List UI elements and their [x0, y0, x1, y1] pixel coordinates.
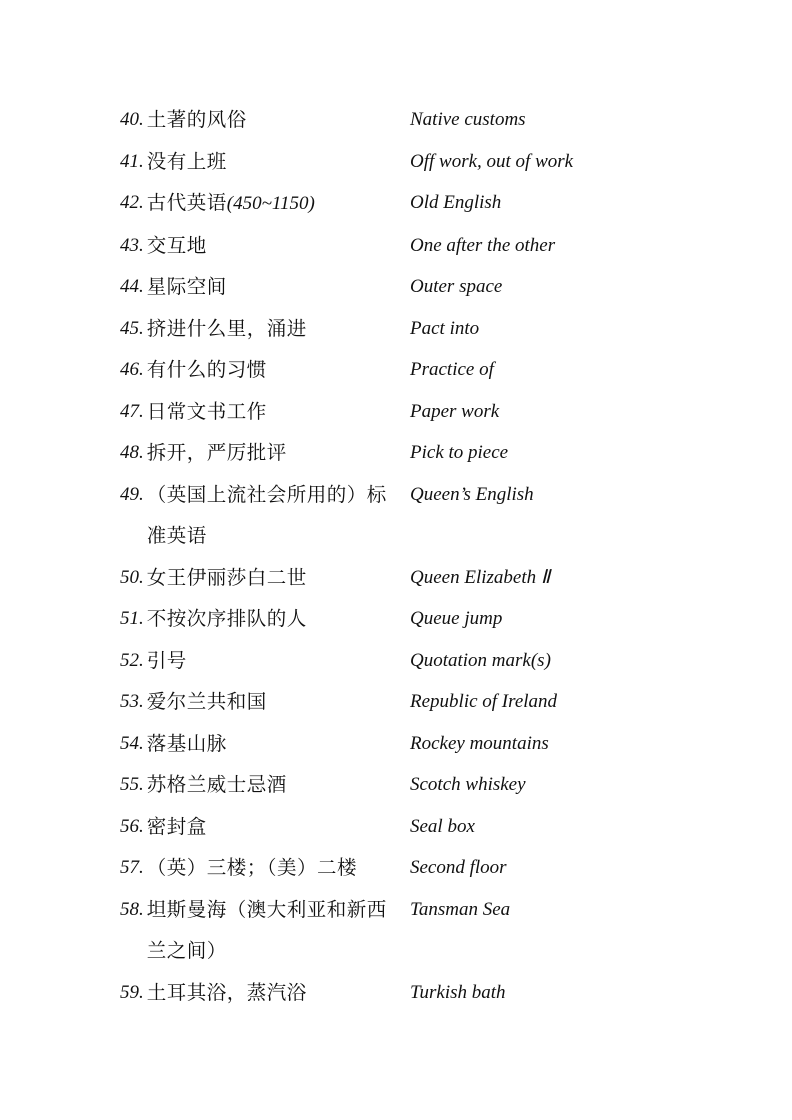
entry-left — [120, 182, 410, 225]
entry-number: 49. — [120, 483, 144, 505]
entry-number: 47. — [120, 400, 144, 422]
entry-english: Outer space — [410, 276, 503, 297]
entry-english: Second floor — [410, 857, 507, 878]
entry-english: Scotch whiskey — [410, 774, 526, 795]
entry-english: Quotation mark(s) — [410, 649, 551, 671]
entry-english: Seal box — [410, 815, 475, 837]
list-item — [120, 308, 680, 350]
entry-left — [120, 141, 410, 183]
entry-chinese: 有什么的习惯 — [146, 358, 267, 381]
entry-left — [120, 99, 410, 141]
entry-number: 51. — [120, 608, 144, 629]
entry-english: Off work, out of work — [410, 150, 574, 172]
entry-chinese: 落基山脉 — [146, 731, 227, 755]
entry-left — [120, 972, 410, 1014]
entry-number: 50. — [120, 566, 144, 588]
entry-left — [120, 598, 410, 640]
list-item — [120, 99, 680, 141]
entry-left — [120, 308, 410, 350]
entry-english: Rockey mountains — [410, 732, 549, 754]
entry-left — [120, 681, 410, 723]
entry-left — [120, 847, 410, 889]
entry-chinese: 挤进什么里，涌进 — [146, 316, 307, 340]
entry-english: Paper work — [410, 400, 500, 422]
entry-english: Queen Elizabeth Ⅱ — [410, 566, 551, 588]
list-item — [120, 141, 680, 183]
entry-number: 40. — [120, 109, 144, 130]
list-item — [120, 889, 680, 972]
entry-left — [120, 432, 410, 474]
list-item — [120, 640, 680, 682]
entry-left — [120, 557, 410, 599]
entry-left — [120, 723, 410, 765]
entry-left — [120, 640, 410, 682]
entry-number: 43. — [120, 234, 144, 256]
entry-number: 48. — [120, 442, 144, 463]
entry-number: 45. — [120, 317, 144, 339]
entry-english: Practice of — [410, 359, 494, 380]
entry-chinese: 苏格兰威士忌酒 — [146, 773, 287, 796]
entry-chinese: 密封盒 — [146, 814, 207, 838]
entry-english: Turkish bath — [410, 981, 506, 1003]
entry-chinese: 土著的风俗 — [146, 108, 247, 131]
entry-english: Pick to piece — [410, 442, 509, 463]
entry-english: Tansman Sea — [410, 898, 511, 920]
entry-number: 44. — [120, 276, 144, 297]
entry-number: 41. — [120, 150, 144, 172]
entry-number: 58. — [120, 898, 144, 920]
entry-left — [120, 391, 410, 433]
entry-number: 53. — [120, 691, 144, 712]
entry-chinese: 坦斯曼海（澳大利亚和新西兰之间） — [146, 897, 387, 962]
entry-left — [120, 474, 410, 557]
entry-chinese: （英国上流社会所用的）标准英语 — [146, 482, 387, 547]
entry-chinese: 爱尔兰共和国 — [146, 690, 267, 713]
list-item — [120, 474, 680, 557]
list-item — [120, 557, 680, 599]
list-item — [120, 182, 680, 225]
list-item — [120, 847, 680, 889]
entry-left — [120, 349, 410, 391]
vocabulary-list — [120, 99, 680, 1013]
entry-english: Pact into — [410, 317, 480, 339]
list-item — [120, 391, 680, 433]
entry-left — [120, 764, 410, 806]
entry-chinese: 交互地 — [146, 233, 207, 257]
list-item — [120, 681, 680, 723]
entry-chinese: 不按次序排队的人 — [146, 607, 307, 630]
list-item — [120, 764, 680, 806]
entry-chinese: 引号 — [146, 648, 187, 672]
entry-number: 57. — [120, 857, 144, 878]
entry-left — [120, 889, 410, 972]
entry-chinese: 土耳其浴，蒸汽浴 — [146, 980, 307, 1004]
entry-chinese: （英）三楼；（美）二楼 — [146, 856, 358, 879]
entry-english: Queue jump — [410, 608, 503, 629]
entry-left — [120, 266, 410, 308]
entry-chinese — [147, 182, 397, 225]
entry-english: One after the other — [410, 234, 556, 256]
entry-number: 54. — [120, 732, 144, 754]
entry-chinese: 日常文书工作 — [146, 399, 267, 423]
list-item — [120, 266, 680, 308]
list-item — [120, 806, 680, 848]
entry-left — [120, 225, 410, 267]
entry-english: Queen’s English — [410, 483, 534, 505]
entry-chinese-text: 古代英语 — [146, 191, 227, 214]
entry-english: Old English — [410, 192, 502, 213]
entry-chinese: 拆开，严厉批评 — [146, 441, 287, 464]
list-item — [120, 349, 680, 391]
list-item — [120, 598, 680, 640]
entry-number: 56. — [120, 815, 144, 837]
entry-chinese: 没有上班 — [146, 149, 227, 173]
list-item — [120, 225, 680, 267]
entry-number: 46. — [120, 359, 144, 380]
entry-number: 52. — [120, 649, 144, 671]
entry-number: 42. — [120, 192, 144, 213]
entry-chinese: 星际空间 — [146, 275, 227, 298]
entry-english: Republic of Ireland — [410, 691, 558, 712]
entry-chinese: 女王伊丽莎白二世 — [146, 565, 307, 589]
entry-number: 59. — [120, 981, 144, 1003]
entry-english: Native customs — [410, 109, 526, 130]
list-item — [120, 972, 680, 1014]
entry-left — [120, 806, 410, 848]
list-item — [120, 723, 680, 765]
list-item — [120, 432, 680, 474]
entry-number: 55. — [120, 774, 144, 795]
entry-chinese-years: (450~1150) — [226, 193, 315, 214]
